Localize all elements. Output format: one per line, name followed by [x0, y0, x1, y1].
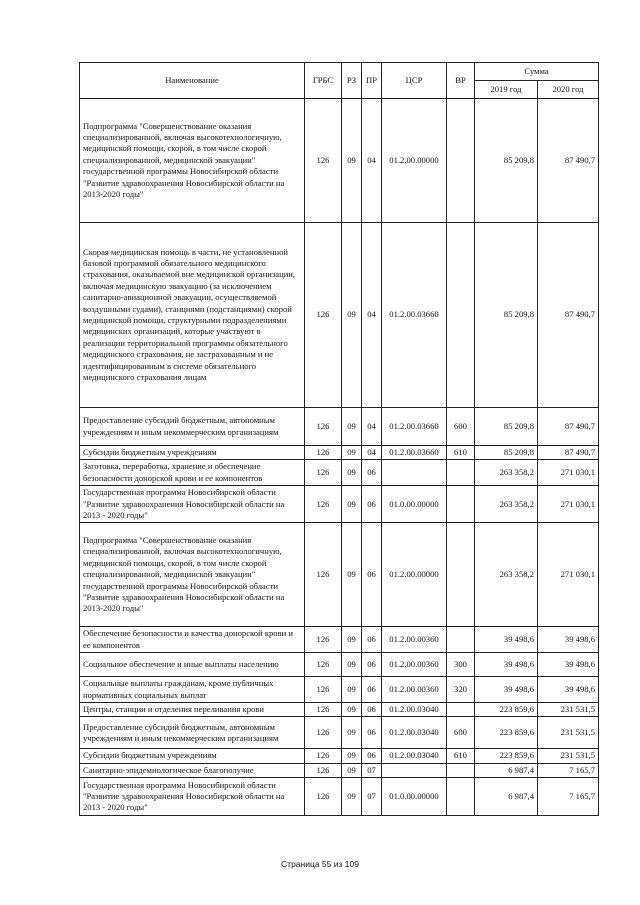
cell-y2019: 39 498,6: [475, 677, 538, 703]
cell-grbs: 126: [305, 99, 342, 223]
cell-y2019: 263 358,2: [475, 523, 538, 627]
cell-y2019: 263 358,2: [475, 460, 538, 486]
table-row: [80, 486, 599, 523]
cell-vr: 610: [447, 446, 475, 460]
cell-y2019: 263 358,2: [475, 486, 538, 523]
cell-y2020: 7 165,7: [538, 763, 599, 777]
table-row: [80, 460, 599, 486]
cell-name: Социальное обеспечение и иные выплаты населению: [80, 653, 305, 677]
cell-pr: 06: [362, 627, 382, 653]
table-row: [80, 408, 599, 446]
table-row: [80, 703, 599, 717]
cell-pr: 04: [362, 223, 382, 408]
cell-y2019: 223 859,6: [475, 703, 538, 717]
cell-name: Подпрограмма "Совершенствование оказания специализированной, включая высокотехнологичную, медицинской помощи, скорой, в том числе скорой специализированной, медицинской эвакуации" государственной программы Новосибирской области "Развитие здравоохранения Новосибирской области на 2013-2020 годы": [80, 523, 305, 627]
cell-rz: 09: [342, 778, 362, 816]
cell-pr: 07: [362, 778, 382, 816]
cell-pr: 04: [362, 99, 382, 223]
cell-rz: 09: [342, 460, 362, 486]
cell-y2019: 85 209,8: [475, 99, 538, 223]
cell-grbs: 126: [305, 486, 342, 523]
table-row: [80, 677, 599, 703]
cell-csr: 01.2.00.03660: [382, 223, 447, 408]
cell-vr: [447, 627, 475, 653]
cell-name: Заготовка, переработка, хранение и обеспечение безопасности донорской крови и ее компонентов: [80, 460, 305, 486]
cell-pr: 06: [362, 486, 382, 523]
cell-y2020: 87 490,7: [538, 446, 599, 460]
cell-rz: 09: [342, 408, 362, 446]
cell-vr: [447, 223, 475, 408]
cell-rz: 09: [342, 703, 362, 717]
cell-vr: [447, 523, 475, 627]
cell-rz: 09: [342, 223, 362, 408]
header-year-2020: 2020 год: [538, 81, 599, 99]
table-row: [80, 223, 599, 408]
cell-csr: 01.2.00.03660: [382, 446, 447, 460]
cell-vr: 600: [447, 408, 475, 446]
cell-csr: [382, 763, 447, 777]
cell-vr: 610: [447, 749, 475, 763]
budget-table: [79, 62, 599, 816]
cell-grbs: 126: [305, 778, 342, 816]
cell-grbs: 126: [305, 446, 342, 460]
cell-name: Скорая медицинская помощь в части, не установленной базовой программой обязательного медицинского страхования, оказываемой вне медицинской организации, включая медицинскую эвакуацию (за исключением санитарно-авиационной эвакуации, осуществляемой воздушными судами), станциями (подстанциями) скорой медицинской помощи, структурными подразделениями медицинских организаций, которые участвуют в реализации территориальной программы обязательного медицинского страхования, не застрахованным и не идентифицированным в системе обязательного медицинского страхования лицам: [80, 223, 305, 408]
cell-name: Предоставление субсидий бюджетным, автономным учреждениям и иным некоммерческим организациям: [80, 717, 305, 749]
cell-y2020: 39 498,6: [538, 677, 599, 703]
cell-pr: 06: [362, 717, 382, 749]
cell-y2019: 85 209,8: [475, 408, 538, 446]
cell-y2019: 223 859,6: [475, 749, 538, 763]
cell-pr: 06: [362, 749, 382, 763]
cell-name: Государственная программа Новосибирской области "Развитие здравоохранения Новосибирской области на 2013 - 2020 годы": [80, 778, 305, 816]
cell-vr: [447, 703, 475, 717]
cell-name: Санитарно-эпидемиологическое благополучие: [80, 763, 305, 777]
cell-csr: 01.2.00.03040: [382, 717, 447, 749]
header-sum: Сумма: [475, 63, 599, 81]
table-row: [80, 523, 599, 627]
cell-y2019: 6 987,4: [475, 763, 538, 777]
cell-rz: 09: [342, 446, 362, 460]
table-row: [80, 446, 599, 460]
cell-y2020: 231 531,5: [538, 749, 599, 763]
header-year-2019: 2019 год: [475, 81, 538, 99]
cell-vr: [447, 778, 475, 816]
cell-csr: 01.0.00.00000: [382, 778, 447, 816]
cell-name: Подпрограмма "Совершенствование оказания специализированной, включая высокотехнологичную, медицинской помощи, скорой, в том числе скорой специализированной, медицинской эвакуации" государственной программы Новосибирской области "Развитие здравоохранения Новосибирской области на 2013-2020 годы": [80, 99, 305, 223]
cell-vr: 600: [447, 717, 475, 749]
cell-grbs: 126: [305, 223, 342, 408]
cell-grbs: 126: [305, 749, 342, 763]
cell-y2020: 87 490,7: [538, 408, 599, 446]
table-row: [80, 717, 599, 749]
cell-y2020: 271 030,1: [538, 523, 599, 627]
cell-csr: 01.0.00.00000: [382, 486, 447, 523]
cell-vr: 320: [447, 677, 475, 703]
cell-y2019: 39 498,6: [475, 627, 538, 653]
cell-pr: 04: [362, 446, 382, 460]
header-vr: ВР: [447, 63, 475, 99]
cell-y2020: 231 531,5: [538, 717, 599, 749]
cell-rz: 09: [342, 717, 362, 749]
cell-csr: 01.2.00.00000: [382, 99, 447, 223]
cell-csr: 01.2.00.00360: [382, 653, 447, 677]
cell-grbs: 126: [305, 677, 342, 703]
header-pr: ПР: [362, 63, 382, 99]
cell-csr: 01.2.00.03660: [382, 408, 447, 446]
cell-rz: 09: [342, 523, 362, 627]
cell-rz: 09: [342, 653, 362, 677]
cell-y2019: 85 209,8: [475, 446, 538, 460]
cell-vr: 300: [447, 653, 475, 677]
cell-pr: 06: [362, 523, 382, 627]
cell-name: Обеспечение безопасности и качества донорской крови и ее компонентов: [80, 627, 305, 653]
cell-grbs: 126: [305, 523, 342, 627]
cell-y2019: 85 209,8: [475, 223, 538, 408]
header-csr: ЦСР: [382, 63, 447, 99]
page-number: Страница 55 из 109: [281, 859, 359, 869]
cell-y2020: 7 165,7: [538, 778, 599, 816]
cell-y2019: 6 987,4: [475, 778, 538, 816]
cell-pr: 04: [362, 408, 382, 446]
header-rz: РЗ: [342, 63, 362, 99]
cell-csr: 01.2.00.00360: [382, 677, 447, 703]
cell-name: Государственная программа Новосибирской области "Развитие здравоохранения Новосибирской области на 2013 - 2020 годы": [80, 486, 305, 523]
cell-vr: [447, 99, 475, 223]
cell-pr: 07: [362, 763, 382, 777]
cell-y2019: 223 859,6: [475, 717, 538, 749]
table-row: [80, 653, 599, 677]
cell-y2020: 87 490,7: [538, 99, 599, 223]
cell-grbs: 126: [305, 460, 342, 486]
cell-csr: 01.2.00.03040: [382, 703, 447, 717]
cell-name: Субсидии бюджетным учреждениям: [80, 446, 305, 460]
table-row: [80, 749, 599, 763]
cell-name: Центры, станции и отделения переливания крови: [80, 703, 305, 717]
cell-grbs: 126: [305, 627, 342, 653]
table-row: [80, 627, 599, 653]
cell-y2020: 87 490,7: [538, 223, 599, 408]
header-grbs: ГРБС: [305, 63, 342, 99]
cell-grbs: 126: [305, 408, 342, 446]
cell-rz: 09: [342, 749, 362, 763]
cell-y2020: 231 531,5: [538, 703, 599, 717]
cell-name: Субсидии бюджетным учреждениям: [80, 749, 305, 763]
cell-name: Социальные выплаты гражданам, кроме публичных нормативных социальных выплат: [80, 677, 305, 703]
cell-y2019: 39 498,6: [475, 653, 538, 677]
cell-grbs: 126: [305, 717, 342, 749]
cell-vr: [447, 763, 475, 777]
header-name: Наименование: [80, 63, 305, 99]
cell-y2020: 39 498,6: [538, 627, 599, 653]
cell-rz: 09: [342, 486, 362, 523]
cell-y2020: 271 030,1: [538, 460, 599, 486]
table-row: [80, 99, 599, 223]
cell-grbs: 126: [305, 763, 342, 777]
cell-rz: 09: [342, 99, 362, 223]
cell-csr: 01.2.00.00000: [382, 523, 447, 627]
cell-y2020: 39 498,6: [538, 653, 599, 677]
cell-name: Предоставление субсидий бюджетным, автономным учреждениям и иным некоммерческим организациям: [80, 408, 305, 446]
cell-pr: 06: [362, 460, 382, 486]
cell-grbs: 126: [305, 703, 342, 717]
cell-rz: 09: [342, 677, 362, 703]
table-row: [80, 763, 599, 777]
table-row: [80, 778, 599, 816]
cell-rz: 09: [342, 763, 362, 777]
cell-vr: [447, 486, 475, 523]
cell-pr: 06: [362, 677, 382, 703]
cell-vr: [447, 460, 475, 486]
cell-pr: 06: [362, 703, 382, 717]
cell-csr: [382, 460, 447, 486]
cell-grbs: 126: [305, 653, 342, 677]
cell-rz: 09: [342, 627, 362, 653]
cell-y2020: 271 030,1: [538, 486, 599, 523]
cell-pr: 06: [362, 653, 382, 677]
cell-csr: 01.2.00.03040: [382, 749, 447, 763]
cell-csr: 01.2.00.00360: [382, 627, 447, 653]
